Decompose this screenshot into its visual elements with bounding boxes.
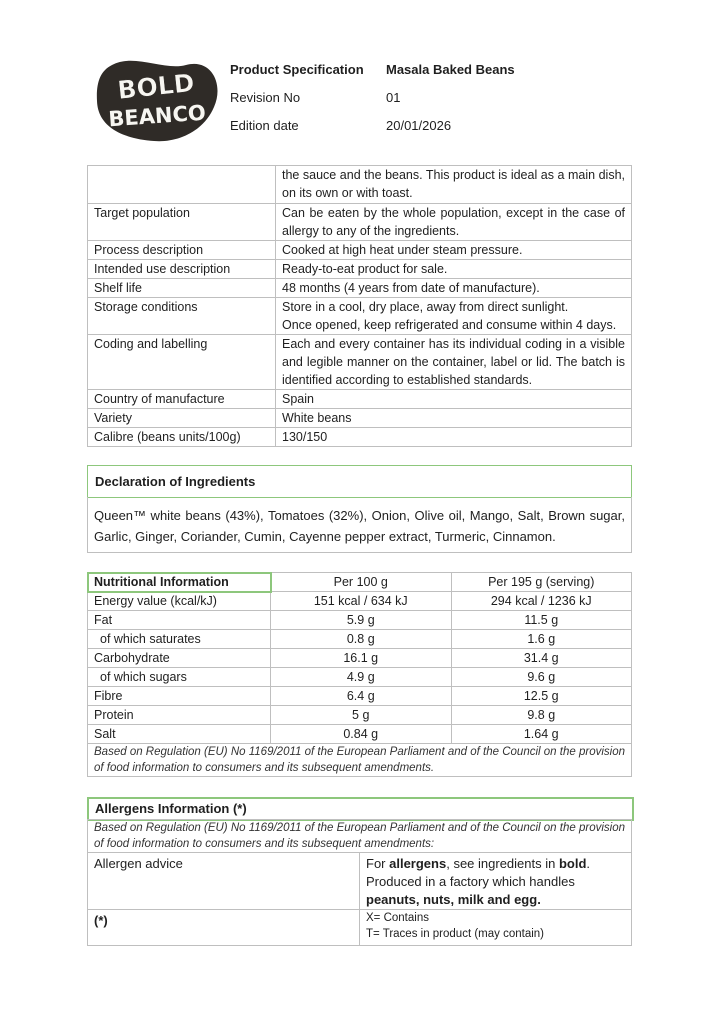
spec-row <box>88 428 632 447</box>
nutrient-name: Fat <box>88 611 271 630</box>
key-traces: T= Traces in product (may contain) <box>366 928 545 940</box>
spec-value-cell <box>276 298 632 335</box>
nutrient-per-serving: 9.6 g <box>451 668 632 687</box>
edition-label: Edition date <box>230 118 299 133</box>
nutrition-row <box>88 649 632 668</box>
nutrition-row <box>88 592 632 611</box>
nutrient-per-serving: 31.4 g <box>451 649 632 668</box>
revision-label: Revision No <box>230 90 301 105</box>
nutrient-name: of which saturates <box>88 630 271 649</box>
bold-beanco-logo <box>94 55 222 147</box>
advice-text-part: , see ingredients in <box>446 856 559 871</box>
spec-row <box>88 279 632 298</box>
spec-value-cell: Each and every container has its individual coding in a visible and legible manner on the container, label or lid. The batch is identified according to established standards. <box>276 335 632 390</box>
nutrition-row <box>88 668 632 687</box>
ingredients-header <box>87 465 632 498</box>
spec-value-cell: 130/150 <box>276 428 632 447</box>
spec-row <box>88 335 632 390</box>
nutrition-row <box>88 630 632 649</box>
allergens-table <box>87 819 632 946</box>
nutrition-row <box>88 611 632 630</box>
nutrient-name: Salt <box>88 725 271 744</box>
spec-label-cell: Intended use description <box>88 260 276 279</box>
revision-value: 01 <box>386 90 401 105</box>
spec-label: Product Specification <box>230 62 364 77</box>
spec-value-cell: the sauce and the beans. This product is ideal as a main dish, on its own or with toast. <box>276 166 632 204</box>
nutrient-name: Carbohydrate <box>88 649 271 668</box>
edition-value: 20/01/2026 <box>386 118 452 133</box>
spec-row <box>88 390 632 409</box>
advice-bold-factory-allergens: peanuts, nuts, milk and egg. <box>366 892 541 907</box>
nutrient-per-100g: 5.9 g <box>271 611 452 630</box>
nutrition-row <box>88 725 632 744</box>
advice-bold-allergens: allergens <box>389 856 447 871</box>
spec-row <box>88 241 632 260</box>
nutrition-row <box>88 706 632 725</box>
nutrient-per-100g: 16.1 g <box>271 649 452 668</box>
product-name: Masala Baked Beans <box>386 62 515 77</box>
spec-row <box>88 298 632 335</box>
spec-label-cell: Coding and labelling <box>88 335 276 390</box>
nutrient-per-serving: 1.64 g <box>451 725 632 744</box>
allergens-regulation-note: Based on Regulation (EU) No 1169/2011 of the European Parliament and of the Council on the provision of food information to consumers and its subsequent amendments: <box>88 820 632 853</box>
allergens-title: Allergens Information (*) <box>95 801 247 816</box>
nutrient-name: Protein <box>88 706 271 725</box>
col-per-100g: Per 100 g <box>271 573 452 592</box>
storage-line-2: Once opened, keep refrigerated and consume within 4 days. <box>282 318 617 332</box>
spec-label-cell <box>88 166 276 204</box>
spec-label-cell: Target population <box>88 204 276 241</box>
nutrient-per-100g: 0.8 g <box>271 630 452 649</box>
spec-value-cell: Cooked at high heat under steam pressure. <box>276 241 632 260</box>
nutrient-name: Energy value (kcal/kJ) <box>88 592 271 611</box>
advice-text-part: . Produced in a factory which handles <box>366 856 591 889</box>
allergen-key-label: (*) <box>88 910 360 946</box>
nutrient-name: of which sugars <box>88 668 271 687</box>
allergen-advice-text <box>360 853 632 910</box>
key-contains: X= Contains <box>366 912 429 924</box>
ingredients-text: Queen™ white beans (43%), Tomatoes (32%), Onion, Olive oil, Mango, Salt, Brown sugar, Garlic, Ginger, Coriander, Cumin, Cayenne pepper extract, Turmeric, Cinnamon. <box>94 508 625 544</box>
col-per-serving: Per 195 g (serving) <box>451 573 632 592</box>
nutrient-per-serving: 9.8 g <box>451 706 632 725</box>
spec-value-cell: White beans <box>276 409 632 428</box>
allergen-advice-row <box>88 853 632 910</box>
ingredients-box <box>87 497 632 553</box>
spec-row <box>88 260 632 279</box>
nutrition-row <box>88 687 632 706</box>
nutrient-per-serving: 12.5 g <box>451 687 632 706</box>
allergens-header <box>87 797 634 821</box>
spec-value-cell: Can be eaten by the whole population, except in the case of allergy to any of the ingredients. <box>276 204 632 241</box>
spec-row <box>88 204 632 241</box>
regulation-note: Based on Regulation (EU) No 1169/2011 of the European Parliament and of the Council on the provision of food information to consumers and its subsequent amendments. <box>88 744 632 777</box>
spec-label-cell: Country of manufacture <box>88 390 276 409</box>
allergen-key-row <box>88 910 632 946</box>
nutrient-per-serving: 11.5 g <box>451 611 632 630</box>
allergen-key-text <box>360 910 632 946</box>
spec-label-cell: Variety <box>88 409 276 428</box>
nutrition-note-row <box>88 744 632 777</box>
nutrition-title: Nutritional Information <box>88 573 271 592</box>
spec-value-cell: Spain <box>276 390 632 409</box>
spec-label-cell: Shelf life <box>88 279 276 298</box>
nutrient-per-100g: 4.9 g <box>271 668 452 687</box>
nutrient-name: Fibre <box>88 687 271 706</box>
storage-line-1: Store in a cool, dry place, away from direct sunlight. <box>282 300 569 314</box>
spec-value-cell: 48 months (4 years from date of manufacture). <box>276 279 632 298</box>
spec-label-cell: Storage conditions <box>88 298 276 335</box>
nutrient-per-100g: 0.84 g <box>271 725 452 744</box>
nutrient-per-serving: 294 kcal / 1236 kJ <box>451 592 632 611</box>
spec-value-cell: Ready-to-eat product for sale. <box>276 260 632 279</box>
nutrient-per-serving: 1.6 g <box>451 630 632 649</box>
spec-label-cell: Calibre (beans units/100g) <box>88 428 276 447</box>
logo-line2: BEANCO <box>107 100 207 132</box>
specification-table <box>87 165 632 447</box>
nutrient-per-100g: 151 kcal / 634 kJ <box>271 592 452 611</box>
ingredients-title: Declaration of Ingredients <box>95 474 256 489</box>
logo-line1: BOLD <box>116 68 196 105</box>
nutrient-per-100g: 6.4 g <box>271 687 452 706</box>
allergens-note-row <box>88 820 632 853</box>
nutrient-per-100g: 5 g <box>271 706 452 725</box>
advice-text-part: For <box>366 856 390 871</box>
nutrition-table <box>87 572 632 777</box>
allergen-advice-label: Allergen advice <box>88 853 360 910</box>
nutrition-header-row <box>88 573 632 592</box>
spec-label-cell: Process description <box>88 241 276 260</box>
spec-row <box>88 409 632 428</box>
advice-bold-word: bold <box>558 856 587 871</box>
spec-row <box>88 166 632 204</box>
